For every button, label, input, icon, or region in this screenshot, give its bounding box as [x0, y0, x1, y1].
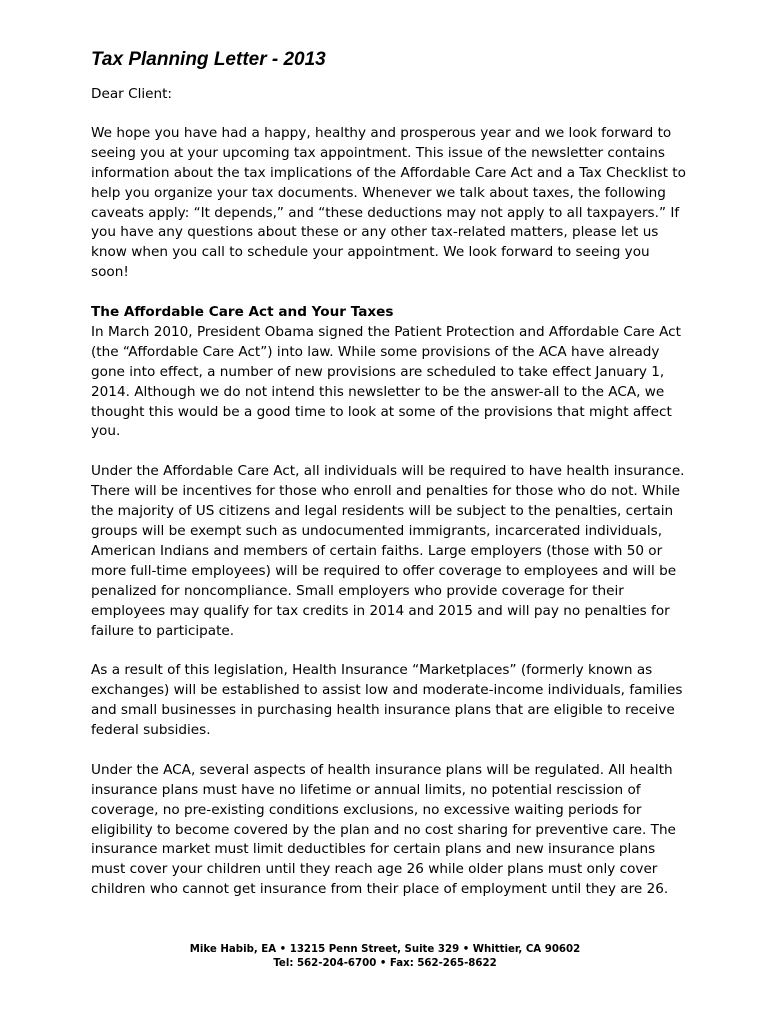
letter-page	[91, 48, 691, 920]
footer-address: Mike Habib, EA • 13215 Penn Street, Suite 329 • Whittier, CA 90602	[189, 944, 581, 955]
salutation: Dear Client:	[91, 86, 173, 102]
intro-paragraph: We hope you have had a happy, healthy and prosperous year and we look forward to seeing you at your upcoming tax appointment. This issue of the newsletter contains information about the tax implications of the Affordable Care Act and a Tax Checklist to help you organize your tax documents. Whenever we talk about taxes, the following caveats apply: “It depends,” and “these deductions may not apply to all taxpayers.” If you have any questions about these or any other tax-related matters, please let us know when you call to schedule your appointment. We look forward to seeing you soon!	[91, 124, 686, 281]
marketplaces-paragraph: As a result of this legislation, Health Insurance “Marketplaces” (formerly known as exchanges) will be established to assist low and moderate-income individuals, families and small businesses in purchasing health insurance plans that are eligible to receive federal subsidies.	[91, 662, 683, 739]
section-heading: The Affordable Care Act and Your Taxes	[91, 304, 394, 321]
letter-footer	[0, 943, 770, 971]
regulation-paragraph: Under the ACA, several aspects of health insurance plans will be regulated. All health insurance plans must have no lifetime or annual limits, no potential rescission of coverage, no pre-existing conditions exclusions, no excessive waiting periods for eligibility to become covered by the plan and no cost sharing for preventive care. The insurance market must limit deductibles for certain plans and new insurance plans must cover your children until they reach age 26 while older plans must only cover children who cannot get insurance from their place of employment until they are 26.	[91, 761, 676, 898]
section-intro-paragraph: In March 2010, President Obama signed the Patient Protection and Affordable Care Act (the “Affordable Care Act”) into law. While some provisions of the ACA have already gone into effect, a number of new provisions are scheduled to take effect January 1, 2014. Although we do not intend this newsletter to be the answer-all to the ACA, we thought this would be a good time to look at some of the provisions that might affect you.	[91, 323, 681, 440]
footer-contact: Tel: 562-204-6700 • Fax: 562-265-8622	[273, 958, 497, 969]
individual-mandate-paragraph: Under the Affordable Care Act, all individuals will be required to have health insurance. There will be incentives for those who enroll and penalties for those who do not. While the majority of US citizens and legal residents will be subject to the penalties, certain groups will be exempt such as undocumented immigrants, incarcerated individuals, American Indians and members of certain faiths. Large employers (those with 50 or more full-time employees) will be required to offer coverage to employees and will be penalized for noncompliance. Small employers who provide coverage for their employees may qualify for tax credits in 2014 and 2015 and will pay no penalties for failure to participate.	[91, 463, 685, 639]
letter-title: Tax Planning Letter - 2013	[91, 49, 326, 70]
